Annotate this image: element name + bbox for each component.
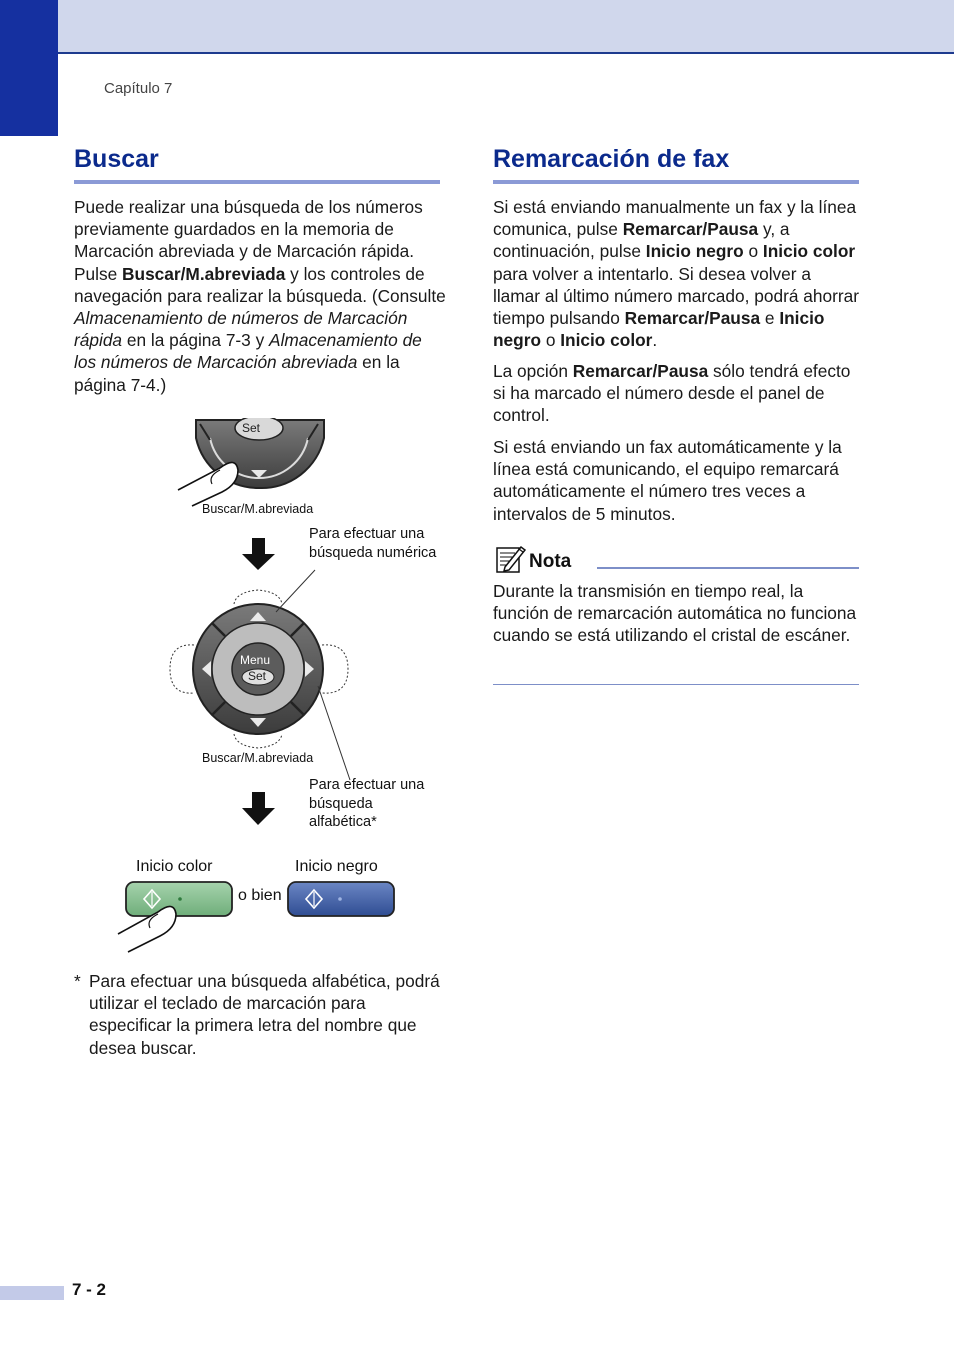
callout-line-alpha	[318, 686, 350, 780]
inicio-color-label: Inicio color	[136, 858, 213, 875]
or-label: o bien	[238, 887, 282, 904]
section-title-remarcacion: Remarcación de fax	[493, 145, 730, 173]
remarcacion-paragraph-2: La opción Remarcar/Pausa sólo tendrá efecto si ha marcado el número desde el panel de control.	[493, 361, 851, 426]
callout-alpha-search: Para efectuar una búsqueda alfabética*	[309, 777, 425, 830]
down-arrow-icon	[242, 538, 275, 570]
inicio-negro-button-graphic	[288, 882, 394, 916]
callout-numeric-search: Para efectuar una búsqueda numérica	[309, 526, 437, 561]
remarcacion-paragraph-1: Si está enviando manualmente un fax y la línea comunica, pulse Remarcar/Pausa y, a continuación, pulse Inicio negro o Inicio color para volver a intentarlo. Si desea volver a llamar al último número marcado, podrá ahorrar tiempo pulsando Remarcar/Pausa e Inicio negro o Inicio color.	[493, 197, 859, 351]
footnote-text: Para efectuar una búsqueda alfabética, podrá utilizar el teclado de marcación para especificar la primera letra del nombre que desea buscar.	[89, 971, 440, 1058]
menu-key-label: Menu	[240, 653, 271, 667]
note-pencil-icon	[495, 543, 527, 575]
header-band	[0, 0, 954, 54]
callout-line-numeric	[276, 570, 315, 612]
note-title: Nota	[529, 551, 572, 572]
chapter-corner-tab	[0, 0, 58, 136]
buscar-button-label-mid: Buscar/M.abreviada	[202, 751, 314, 765]
note-end-rule	[493, 684, 859, 685]
finger-icon	[178, 462, 238, 506]
inicio-color-button-graphic	[126, 882, 232, 916]
note-rule	[597, 567, 859, 569]
note-header	[493, 543, 859, 577]
set-key-label-main: Set	[248, 669, 267, 683]
set-key-label: Set	[242, 421, 261, 435]
inicio-negro-label: Inicio negro	[295, 858, 378, 875]
chapter-label: Capítulo 7	[104, 80, 173, 97]
search-procedure-figure	[100, 418, 460, 958]
buscar-paragraph: Puede realizar una búsqueda de los números previamente guardados en la memoria de Marcación abreviada y de Marcación rápida. Pulse Buscar/M.abreviada y los controles de navegación para realizar la búsqueda. (Consulte Almacenamiento de números de Marcación rápida en la página 7-3 y Almacenamiento de los números de Marcación abreviada en la página 7-4.)	[74, 197, 446, 395]
note-text: Durante la transmisión en tiempo real, la función de remarcación automática no funciona cuando se está utilizando el cristal de escáner.	[493, 581, 857, 646]
section-rule-buscar	[74, 180, 440, 184]
footnote-marker: *	[74, 971, 81, 991]
remarcacion-paragraph-3: Si está enviando un fax automáticamente y la línea está comunicando, el equipo remarcará automáticamente el número tres veces a intervalos de 5 minutos.	[493, 437, 842, 524]
procedure-illustration	[100, 418, 460, 958]
section-rule-remarcacion	[493, 180, 859, 184]
buscar-button-label-top: Buscar/M.abreviada	[202, 502, 314, 516]
page-footer-tab	[0, 1286, 64, 1300]
page-number: 7 - 2	[72, 1280, 107, 1299]
section-title-buscar: Buscar	[74, 145, 159, 173]
down-arrow-icon	[242, 792, 275, 825]
